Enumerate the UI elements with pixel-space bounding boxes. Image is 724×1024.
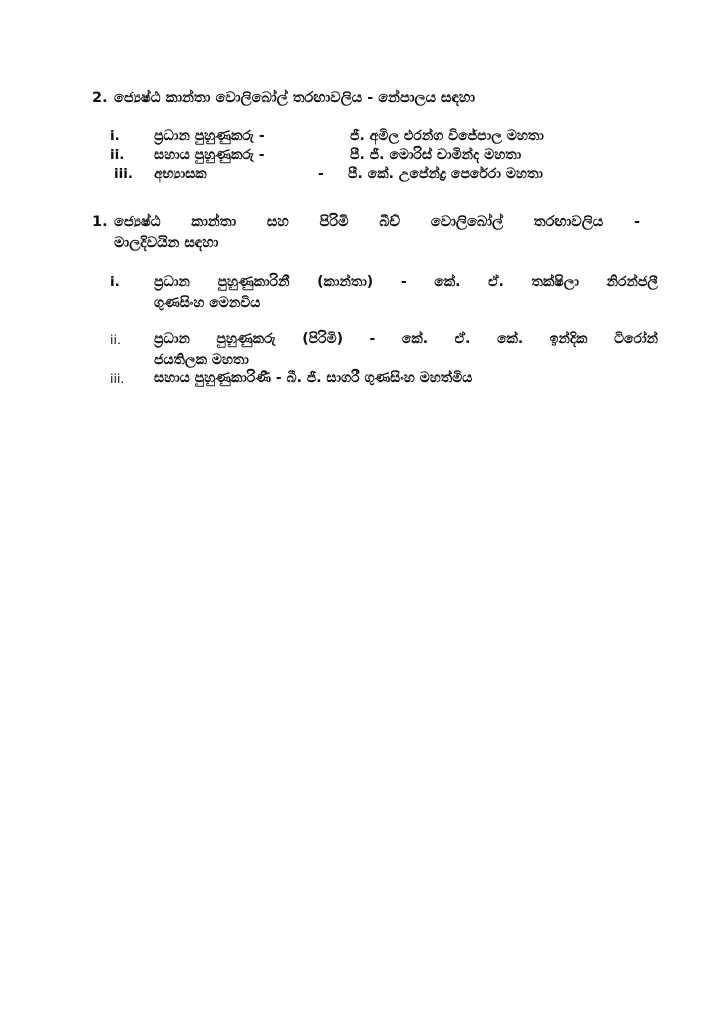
- list-numeral: iii.: [114, 166, 134, 182]
- section-heading-continued: [92, 233, 640, 254]
- role-label: ප්‍රධාන පුහුණුකරු -: [154, 128, 265, 144]
- section-heading: [92, 212, 640, 233]
- person-name: ජී. අමිල එරන්ග විජේපාල මහතා: [350, 128, 544, 144]
- person-name: පී. කේ. උපේන්ද්‍ර පෙරේරා මහතා: [348, 166, 543, 182]
- list-item: [110, 272, 658, 314]
- role-label: අභ්‍යාසක: [154, 166, 207, 182]
- item-text-line2: ගුණසිංහ මෙනවිය: [154, 295, 261, 311]
- separator-dash: -: [318, 166, 324, 182]
- item-text-line1: සහාය පුහුණුකාරිණී - බී. ජී. සාගරී ගුණසිංහ මහත්මිය: [154, 370, 473, 386]
- section-number: 2.: [92, 90, 108, 106]
- item-text-line2: ජයතිලක මහතා: [154, 352, 249, 368]
- list-numeral: i.: [110, 274, 120, 290]
- section-nepal-tournament: [92, 88, 640, 109]
- list-numeral: ii.: [110, 147, 125, 163]
- section-number: 1.: [92, 214, 108, 230]
- list-numeral: i.: [110, 128, 120, 144]
- item-text-line1: ප්‍රධාන පුහුණුකාරිනී (කාන්තා) - කේ. ඒ. තක්ෂිලා නිරන්ජලී: [154, 274, 658, 290]
- list-numeral: ii.: [110, 332, 121, 347]
- list-numeral: iii.: [110, 371, 125, 386]
- role-label: සහාය පුහුණුකරු -: [154, 147, 265, 163]
- item-text-line1: ප්‍රධාන පුහුණුකරු (පිරිමි) - කේ. ඒ. කේ. ඉන්දික ටිරෝන්: [154, 331, 658, 347]
- section-title-line1: ජ්‍යෙෂ්ඨ කාන්තා සහ පිරිමි බීච් වොලිබෝල් තරඟාවලිය -: [114, 214, 640, 230]
- section-heading: [92, 88, 640, 109]
- section-maldives-tournament: [92, 212, 640, 254]
- section-title-line2: මාලදිවයින සඳහා: [114, 235, 219, 251]
- person-name: පී. ජී. මොරිස් චාමින්ද මහතා: [350, 147, 522, 163]
- section-title: ජ්‍යෙෂ්ඨ කාන්තා වොලිබෝල් තරඟාවලිය - නේපාලය සඳහා: [114, 90, 476, 106]
- list-item: [110, 329, 658, 371]
